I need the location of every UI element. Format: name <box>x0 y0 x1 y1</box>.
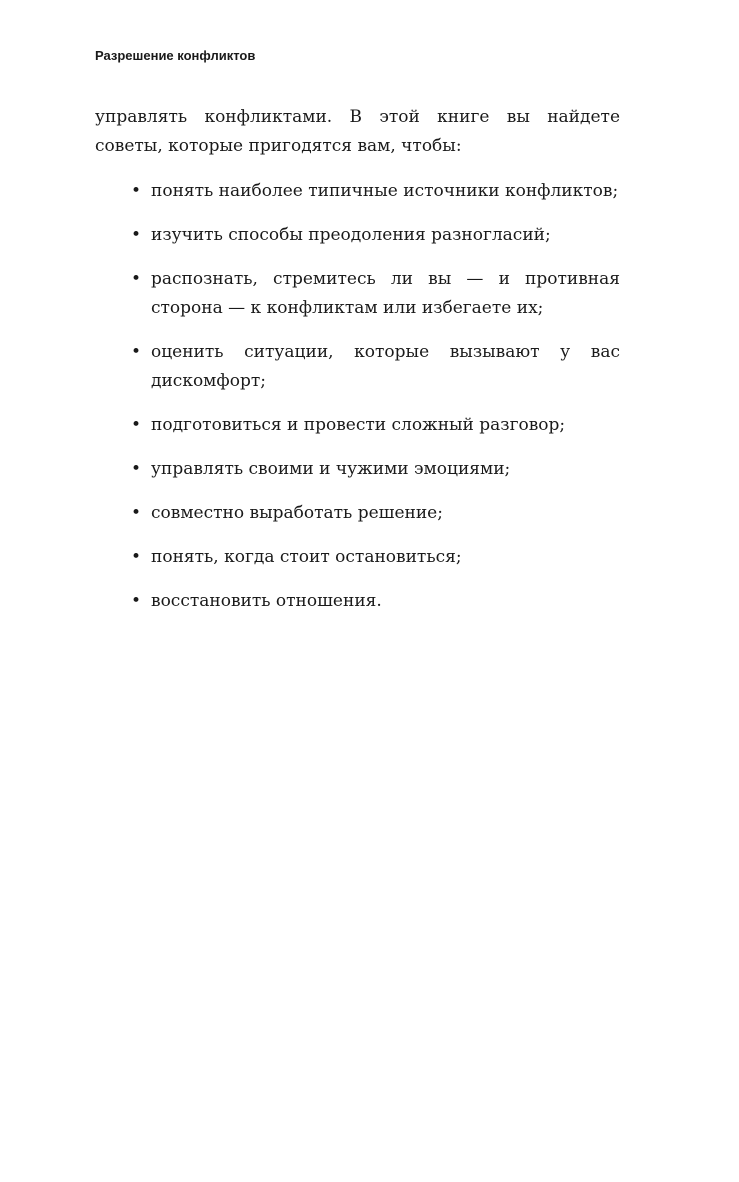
bullet-icon: • <box>130 269 142 289</box>
list-item-text: оценить ситуации, которые вызывают у вас дискомфорт; <box>151 342 620 391</box>
list-item <box>95 265 620 323</box>
intro-paragraph: управлять конфликтами. В этой книге вы найдете советы, которые пригодятся вам, чтобы: <box>95 107 620 156</box>
list-item <box>95 338 620 396</box>
list-item-text: управлять своими и чужими эмоциями; <box>151 459 511 479</box>
bullet-icon: • <box>130 181 142 201</box>
bullet-icon: • <box>130 503 142 523</box>
list-item-text: понять, когда стоит остановиться; <box>151 547 462 567</box>
list-item <box>95 455 620 484</box>
list-item-text: понять наиболее типичные источники конфликтов; <box>151 181 619 201</box>
list-item <box>95 177 620 206</box>
bullet-icon: • <box>130 547 142 567</box>
list-item <box>95 543 620 572</box>
list-item-text: распознать, стремитесь ли вы — и противная сторона — к конфликтам или избегаете их; <box>151 269 620 318</box>
bullet-icon: • <box>130 415 142 435</box>
bullet-list <box>95 177 620 616</box>
list-item <box>95 499 620 528</box>
list-item-text: восстановить отношения. <box>151 591 382 611</box>
list-item <box>95 411 620 440</box>
bullet-icon: • <box>130 342 142 362</box>
bullet-icon: • <box>130 225 142 245</box>
bullet-icon: • <box>130 459 142 479</box>
list-item <box>95 221 620 250</box>
bullet-icon: • <box>130 591 142 611</box>
running-header: Разрешение конфликтов <box>95 48 256 63</box>
list-item-text: совместно выработать решение; <box>151 503 443 523</box>
list-item <box>95 587 620 616</box>
list-item-text: подготовиться и провести сложный разговор; <box>151 415 566 435</box>
list-item-text: изучить способы преодоления разногласий; <box>151 225 551 245</box>
